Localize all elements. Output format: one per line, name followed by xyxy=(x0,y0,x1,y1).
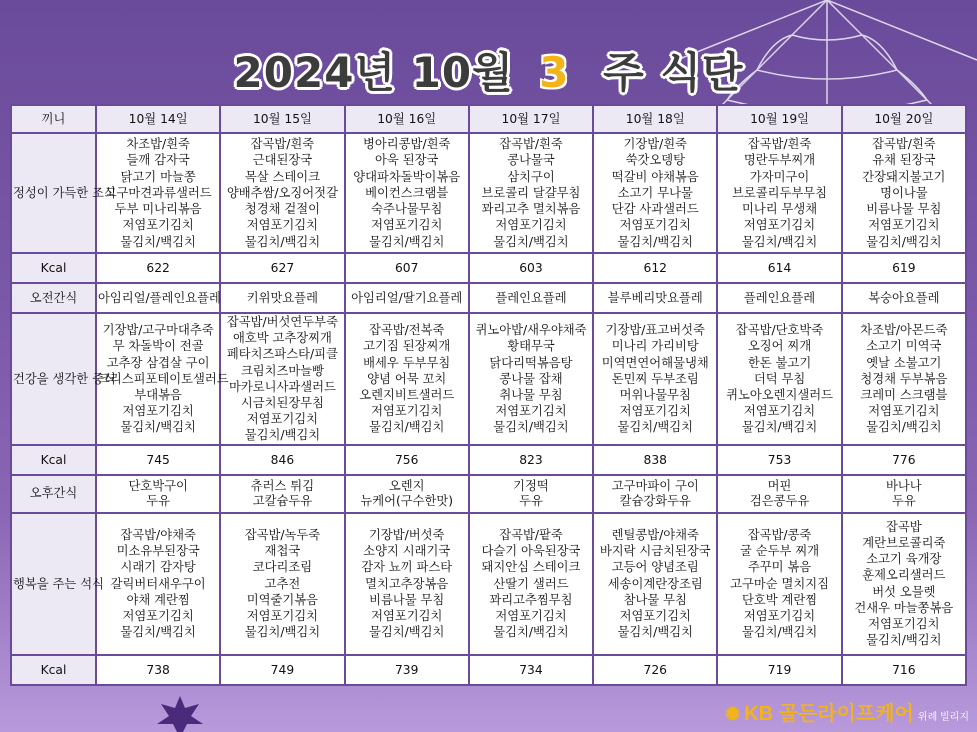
menu-item: 두유 xyxy=(146,493,171,508)
menu-item: 오렌지 xyxy=(388,478,425,493)
menu-item: 베이컨스크램블 xyxy=(365,185,449,200)
menu-item: 콩나물 잡채 xyxy=(499,371,563,386)
menu-item: 두부 미나리볶음 xyxy=(114,202,202,217)
menu-item: 물김치/백김치 xyxy=(866,234,942,249)
menu-item: 잡곡밥/흰죽 xyxy=(499,137,563,152)
meal-cell xyxy=(717,513,841,655)
date-cell: 10월 15일 xyxy=(220,105,344,133)
snack-cell: 아임리얼/플레인요플레 xyxy=(96,283,220,313)
title-week-number: 3 xyxy=(539,48,570,97)
menu-item: 크림치즈마늘빵 xyxy=(240,363,324,378)
menu-item: 오렌지비트샐러드 xyxy=(359,387,455,402)
header-label-cell: 끼니 xyxy=(11,105,96,133)
brand-subtitle: 위례 빌리지 xyxy=(917,712,969,723)
table-row xyxy=(11,475,966,513)
menu-item: 저염포기김치 xyxy=(371,404,443,419)
kcal-cell: 622 xyxy=(96,253,220,283)
menu-item: 단호박구이 xyxy=(128,478,188,493)
menu-item: 저염포기김치 xyxy=(122,608,194,623)
menu-item: 바나나 xyxy=(886,478,922,493)
weekly-menu-table xyxy=(10,104,967,686)
menu-item: 가자미구이 xyxy=(749,169,810,184)
menu-item: 차조밥/아몬드죽 xyxy=(860,323,948,338)
menu-item: 저염포기김치 xyxy=(495,608,567,623)
menu-item: 저염포기김치 xyxy=(743,404,816,419)
menu-item: 목살 스테이크 xyxy=(244,169,321,184)
meal-cell xyxy=(842,133,966,253)
menu-item: 고추전 xyxy=(264,576,301,591)
menu-item: 코다리조림 xyxy=(252,560,313,575)
menu-item: 고추장 삼겹살 구이 xyxy=(106,355,210,370)
kcal-cell: 756 xyxy=(345,445,469,475)
menu-item: 버섯 오믈렛 xyxy=(872,584,936,599)
menu-item: 물김치/백김치 xyxy=(617,420,693,435)
table-row xyxy=(11,133,966,253)
menu-item: 쑥갓오뎅탕 xyxy=(625,153,685,168)
menu-item: 물김치/백김치 xyxy=(120,234,196,249)
menu-item: 간장돼지불고기 xyxy=(862,169,946,184)
menu-item: 머위나물무침 xyxy=(619,387,691,402)
kcal-cell: 603 xyxy=(469,253,593,283)
menu-item: 물김치/백김치 xyxy=(741,625,818,640)
menu-item: 고칼슘두유 xyxy=(252,493,313,508)
title-suffix: 주 식단 xyxy=(603,48,744,97)
snack-cell: 아임리얼/딸기요플레 xyxy=(345,283,469,313)
menu-item: 기장밥/버섯죽 xyxy=(368,527,445,542)
meal-cell xyxy=(220,133,344,253)
snack-cell xyxy=(717,475,841,513)
menu-item: 미나리 가리비탕 xyxy=(611,339,699,354)
menu-item: 물김치/백김치 xyxy=(244,234,321,249)
snack-cell xyxy=(220,475,344,513)
menu-item: 병아리콩밥/흰죽 xyxy=(363,137,451,152)
meal-cell xyxy=(345,513,469,655)
meal-cell xyxy=(96,313,229,445)
menu-item: 재첩국 xyxy=(264,544,301,559)
kcal-cell: 745 xyxy=(96,445,220,475)
menu-item: 꽈리고추 멸치볶음 xyxy=(481,202,581,217)
menu-item: 기장밥/표고버섯죽 xyxy=(605,323,705,338)
menu-item: 물김치/백김치 xyxy=(493,420,569,435)
snack-cell: 플레인요플레 xyxy=(717,283,841,313)
kcal-label-cell: Kcal xyxy=(11,655,96,685)
snack-cell xyxy=(345,475,469,513)
menu-item: 기장밥/고구마대추죽 xyxy=(102,323,214,338)
table-row xyxy=(11,105,966,133)
snack-cell xyxy=(593,475,717,513)
menu-item: 잡곡밥/흰죽 xyxy=(250,137,315,152)
menu-item: 비름나물 무침 xyxy=(866,202,942,217)
menu-item: 청경채 겉절이 xyxy=(244,202,321,217)
kcal-cell: 719 xyxy=(717,655,841,685)
kcal-cell: 627 xyxy=(220,253,344,283)
snack-label-cell: 오후간식 xyxy=(11,475,96,513)
menu-item: 저염포기김치 xyxy=(868,404,940,419)
menu-item: 고등어 양념조림 xyxy=(611,560,699,575)
star-icon: ✺ xyxy=(725,704,741,724)
menu-item: 미나리 무생채 xyxy=(741,202,818,217)
menu-item: 검은콩두유 xyxy=(749,493,810,508)
date-cell: 10월 18일 xyxy=(593,105,717,133)
menu-item: 굴 순두부 찌개 xyxy=(740,544,820,559)
meal-cell xyxy=(469,133,593,253)
table-row xyxy=(11,283,966,313)
menu-item: 유채 된장국 xyxy=(872,153,936,168)
menu-item: 명란두부찌개 xyxy=(743,153,816,168)
snack-cell: 복숭아요플레 xyxy=(842,283,966,313)
menu-item: 물김치/백김치 xyxy=(244,625,321,640)
menu-item: 계란브로콜리죽 xyxy=(862,536,946,551)
menu-item: 옛날 소불고기 xyxy=(866,355,942,370)
menu-item: 물김치/백김치 xyxy=(120,625,196,640)
meal-label-cell: 건강을 생각한 중식 xyxy=(11,313,96,445)
meal-label-cell: 정성이 가득한 조식 xyxy=(11,133,96,253)
menu-item: 퀴노아밥/새우야채죽 xyxy=(475,323,587,338)
menu-item: 크레미 스크램블 xyxy=(860,387,948,402)
snack-cell: 블루베리맛요플레 xyxy=(593,283,717,313)
menu-item: 잡곡밥/야채죽 xyxy=(120,527,196,542)
footer-logo xyxy=(725,697,969,726)
menu-item: 무 차돌박이 전골 xyxy=(112,339,204,354)
meal-label-cell: 행복을 주는 석식 xyxy=(11,513,96,655)
menu-item: 건새우 마늘쫑볶음 xyxy=(854,600,954,615)
menu-item: 물김치/백김치 xyxy=(617,625,693,640)
menu-item: 마카로니사과샐러드 xyxy=(228,379,336,394)
menu-item: 크리스피포테이토샐러드 xyxy=(98,371,229,386)
kcal-cell: 753 xyxy=(717,445,841,475)
menu-item: 물김치/백김치 xyxy=(368,420,445,435)
menu-item: 소고기 무나물 xyxy=(617,185,693,200)
menu-item: 저염포기김치 xyxy=(371,608,443,623)
menu-item: 두유 xyxy=(519,493,543,508)
meal-cell xyxy=(345,313,469,445)
menu-item: 시금치된장무침 xyxy=(240,396,324,411)
menu-item: 소고기 미역국 xyxy=(866,339,942,354)
kcal-label-cell: Kcal xyxy=(11,253,96,283)
snack-cell xyxy=(96,475,220,513)
menu-item: 세송이계란장조림 xyxy=(607,576,703,591)
menu-item: 퀴노아오렌지샐러드 xyxy=(726,387,833,402)
meal-cell xyxy=(96,133,220,253)
meal-cell xyxy=(220,313,344,445)
menu-item: 멸치고추장볶음 xyxy=(365,576,449,591)
meal-cell xyxy=(469,313,593,445)
menu-item: 저염포기김치 xyxy=(619,218,691,233)
meal-cell xyxy=(469,513,593,655)
menu-item: 시래기 감자탕 xyxy=(120,560,196,575)
table-row xyxy=(11,253,966,283)
kcal-cell: 716 xyxy=(842,655,966,685)
table-row xyxy=(11,445,966,475)
date-cell: 10월 17일 xyxy=(469,105,593,133)
meal-cell xyxy=(842,313,966,445)
kcal-cell: 776 xyxy=(842,445,966,475)
meal-cell xyxy=(96,513,220,655)
menu-item: 소양지 시래기국 xyxy=(363,544,451,559)
snack-cell xyxy=(469,475,593,513)
menu-item: 참나물 무침 xyxy=(623,592,687,607)
menu-item: 잡곡밥/콩죽 xyxy=(747,527,812,542)
menu-item: 꽈리고추찜무침 xyxy=(489,592,573,607)
meal-cell xyxy=(593,513,717,655)
kcal-cell: 726 xyxy=(593,655,717,685)
kcal-cell: 846 xyxy=(220,445,344,475)
menu-item: 숙주나물무침 xyxy=(371,202,443,217)
menu-item: 청경채 두부볶음 xyxy=(860,371,948,386)
menu-item: 감자 뇨끼 파스타 xyxy=(361,560,453,575)
menu-item: 고구마견과류샐러드 xyxy=(104,185,212,200)
menu-item: 돼지안심 스테이크 xyxy=(481,560,581,575)
meal-cell xyxy=(220,513,344,655)
menu-item: 브로콜리 달걀무침 xyxy=(481,185,581,200)
snack-cell: 키위맛요플레 xyxy=(220,283,344,313)
menu-item: 물김치/백김치 xyxy=(741,420,818,435)
menu-item: 잡곡밥/흰죽 xyxy=(747,137,812,152)
kcal-cell: 614 xyxy=(717,253,841,283)
menu-item: 저염포기김치 xyxy=(122,218,194,233)
menu-item: 저염포기김치 xyxy=(246,412,319,427)
kcal-cell: 734 xyxy=(469,655,593,685)
kcal-cell: 619 xyxy=(842,253,966,283)
menu-item: 잡곡밥 xyxy=(886,519,922,534)
menu-item: 다슬기 아욱된장국 xyxy=(481,544,581,559)
menu-item: 황태무국 xyxy=(507,339,555,354)
menu-item: 브로콜리두부무침 xyxy=(732,185,828,200)
page-title xyxy=(0,40,977,100)
date-cell: 10월 14일 xyxy=(96,105,220,133)
menu-item: 주꾸미 볶음 xyxy=(747,560,812,575)
menu-item: 잡곡밥/버섯연두부죽 xyxy=(226,315,338,329)
menu-item: 단감 사과샐러드 xyxy=(611,202,699,217)
menu-item: 고구마파이 구이 xyxy=(611,478,699,493)
menu-item: 미역면연어해물냉채 xyxy=(601,355,709,370)
date-cell: 10월 20일 xyxy=(842,105,966,133)
menu-item: 떡갈비 야채볶음 xyxy=(611,169,699,184)
menu-item: 잡곡밥/녹두죽 xyxy=(244,527,321,542)
menu-item: 물김치/백김치 xyxy=(368,625,445,640)
menu-item: 미소유부된장국 xyxy=(116,544,200,559)
menu-item: 훈제오리샐러드 xyxy=(862,568,946,583)
menu-item: 산딸기 샐러드 xyxy=(493,576,569,591)
menu-item: 물김치/백김치 xyxy=(866,420,942,435)
menu-item: 저염포기김치 xyxy=(246,608,319,623)
menu-item: 고구마순 멸치지짐 xyxy=(730,576,830,591)
menu-item: 물김치/백김치 xyxy=(866,633,942,648)
menu-item: 차조밥/흰죽 xyxy=(126,137,190,152)
menu-item: 저염포기김치 xyxy=(619,608,691,623)
menu-item: 칼슘강화두유 xyxy=(619,493,691,508)
menu-item: 저염포기김치 xyxy=(619,404,691,419)
menu-item: 미역줄기볶음 xyxy=(246,592,319,607)
menu-item: 머핀 xyxy=(767,478,792,493)
kcal-cell: 823 xyxy=(469,445,593,475)
menu-item: 콩나물국 xyxy=(507,153,555,168)
snack-label-cell: 오전간식 xyxy=(11,283,96,313)
menu-item: 저염포기김치 xyxy=(495,404,567,419)
menu-item: 두유 xyxy=(891,493,916,508)
date-cell: 10월 16일 xyxy=(345,105,469,133)
menu-item: 양념 어묵 꼬치 xyxy=(367,371,447,386)
menu-item: 저염포기김치 xyxy=(743,218,816,233)
meal-cell xyxy=(593,133,717,253)
menu-item: 닭다리떡볶음탕 xyxy=(489,355,573,370)
menu-item: 저염포기김치 xyxy=(868,617,940,632)
title-prefix: 2024년 10월 xyxy=(233,48,514,97)
menu-item: 단호박 계란찜 xyxy=(741,592,818,607)
menu-item: 배세우 두부무침 xyxy=(363,355,451,370)
menu-item: 페타치즈파스타/피클 xyxy=(226,347,338,362)
table-row xyxy=(11,513,966,655)
menu-item: 더덕 무침 xyxy=(753,371,806,386)
kcal-cell: 739 xyxy=(345,655,469,685)
menu-item: 부대볶음 xyxy=(134,387,182,402)
menu-item: 취나물 무침 xyxy=(499,387,563,402)
menu-item: 소고기 육개장 xyxy=(866,552,942,567)
menu-item: 물김치/백김치 xyxy=(244,428,321,443)
menu-item: 고기짐 된장찌개 xyxy=(363,339,451,354)
menu-item: 저염포기김치 xyxy=(246,218,319,233)
menu-item: 애호박 고추장찌개 xyxy=(232,331,332,346)
menu-item: 삼치구이 xyxy=(507,169,555,184)
menu-item: 들깨 감자국 xyxy=(126,153,190,168)
menu-item: 저염포기김치 xyxy=(371,218,443,233)
menu-item: 렌틸콩밥/야채죽 xyxy=(611,527,699,542)
menu-item: 츄러스 튀김 xyxy=(250,478,315,493)
menu-item: 명이나물 xyxy=(880,185,928,200)
menu-item: 양대파차돌박이볶음 xyxy=(353,169,461,184)
menu-item: 잡곡밥/전복죽 xyxy=(368,323,445,338)
menu-item: 잡곡밥/흰죽 xyxy=(872,137,936,152)
meal-cell xyxy=(842,513,966,655)
menu-item: 저염포기김치 xyxy=(495,218,567,233)
menu-item: 뉴케어(구수한맛) xyxy=(360,493,454,508)
menu-item: 저염포기김치 xyxy=(122,404,194,419)
menu-item: 아욱 된장국 xyxy=(375,153,439,168)
kcal-cell: 612 xyxy=(593,253,717,283)
meal-cell xyxy=(345,133,469,253)
menu-item: 물김치/백김치 xyxy=(617,234,693,249)
menu-item: 저염포기김치 xyxy=(868,218,940,233)
kcal-cell: 607 xyxy=(345,253,469,283)
kcal-cell: 749 xyxy=(220,655,344,685)
menu-item: 양배추쌈/오징어젓갈 xyxy=(226,185,338,200)
snack-cell xyxy=(842,475,966,513)
brand-name: KB 골든라이프케어 xyxy=(744,703,914,725)
date-cell: 10월 19일 xyxy=(717,105,841,133)
kcal-label-cell: Kcal xyxy=(11,445,96,475)
menu-item: 한돈 불고기 xyxy=(747,355,812,370)
table-row xyxy=(11,655,966,685)
menu-item: 야채 계란찜 xyxy=(126,592,190,607)
leaf-decoration xyxy=(155,694,205,732)
kcal-cell: 838 xyxy=(593,445,717,475)
snack-cell: 플레인요플레 xyxy=(469,283,593,313)
menu-item: 물김치/백김치 xyxy=(741,234,818,249)
menu-item: 잡곡밥/단호박죽 xyxy=(735,323,824,338)
meal-cell xyxy=(717,313,841,445)
menu-item: 물김치/백김치 xyxy=(493,625,569,640)
kcal-cell: 738 xyxy=(96,655,220,685)
menu-item: 물김치/백김치 xyxy=(120,420,196,435)
menu-item: 기정떡 xyxy=(513,478,549,493)
menu-item: 돈민찌 두부조림 xyxy=(611,371,699,386)
menu-item: 저염포기김치 xyxy=(743,608,816,623)
menu-item: 물김치/백김치 xyxy=(368,234,445,249)
meal-cell xyxy=(593,313,717,445)
table-row xyxy=(11,313,966,445)
menu-item: 기장밥/흰죽 xyxy=(623,137,688,152)
menu-item: 비름나물 무침 xyxy=(369,592,445,607)
menu-item: 갈릭버터새우구이 xyxy=(110,576,206,591)
menu-item: 잡곡밥/팥죽 xyxy=(499,527,563,542)
menu-item: 오징어 찌개 xyxy=(747,339,812,354)
menu-item: 근대된장국 xyxy=(252,153,313,168)
meal-cell xyxy=(717,133,841,253)
menu-item: 바지락 시금치된장국 xyxy=(599,544,711,559)
menu-item: 닭고기 마늘쫑 xyxy=(120,169,196,184)
menu-item: 물김치/백김치 xyxy=(493,234,569,249)
